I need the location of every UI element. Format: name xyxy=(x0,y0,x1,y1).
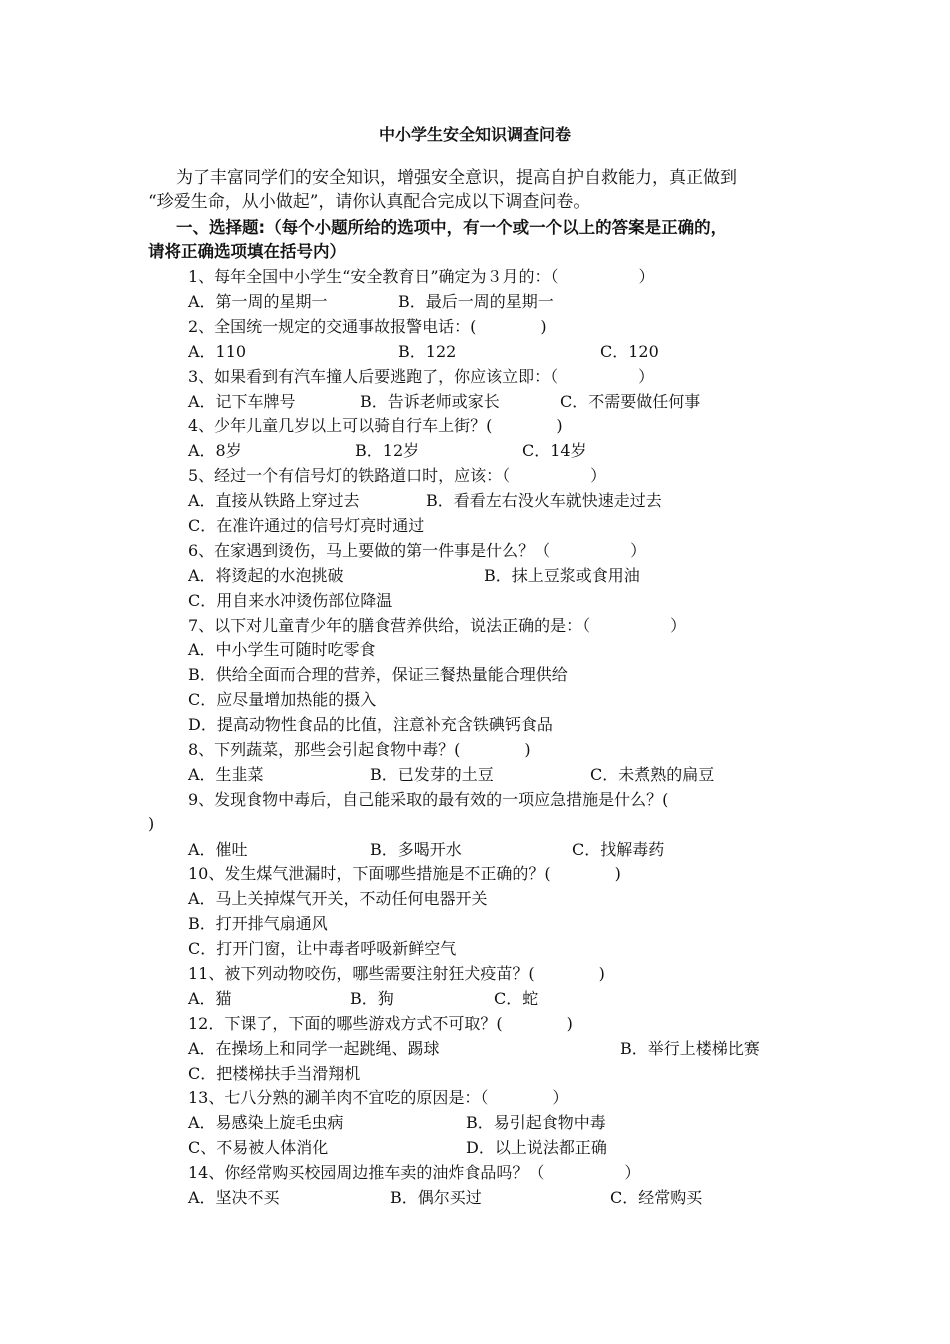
page-title: 中小学生安全知识调查问卷 xyxy=(378,125,571,144)
q7-option-b: B．供给全面而合理的营养，保证三餐热量能合理供给 xyxy=(188,665,568,684)
section-heading-line-2: 请将正确选项填在括号内） xyxy=(148,242,346,261)
q2-option-b: B．122 xyxy=(398,342,457,361)
question-1: 1、每年全国中小学生“安全教育日”确定为３月的：（ ） xyxy=(188,267,655,286)
q7-option-a: A．中小学生可随时吃零食 xyxy=(188,640,376,659)
q6-option-b: B．抹上豆浆或食用油 xyxy=(484,566,640,585)
q12-option-b: B．举行上楼梯比赛 xyxy=(620,1039,760,1058)
q11-option-b: B．狗 xyxy=(350,989,394,1008)
intro-line-2: “珍爱生命，从小做起”，请你认真配合完成以下调查问卷。 xyxy=(148,192,591,212)
q12-option-c: C．把楼梯扶手当滑翔机 xyxy=(188,1064,361,1083)
q10-option-a: A．马上关掉煤气开关，不动任何电器开关 xyxy=(188,889,488,908)
q11-option-a: A．猫 xyxy=(188,989,232,1008)
question-7: 7、以下对儿童青少年的膳食营养供给，说法正确的是：（ ） xyxy=(188,616,687,635)
question-3: 3、如果看到有汽车撞人后要逃跑了，你应该立即：（ ） xyxy=(188,367,655,386)
question-9: 9、发现食物中毒后，自己能采取的最有效的一项应急措施是什么？( xyxy=(188,790,669,809)
question-14: 14、你经常购买校园周边推车卖的油炸食品吗？（ ） xyxy=(188,1163,641,1182)
q4-option-a: A．8岁 xyxy=(188,441,242,460)
q11-option-c: C．蛇 xyxy=(494,989,539,1008)
q8-option-a: A．生韭菜 xyxy=(188,765,264,784)
question-13: 13、七八分熟的涮羊肉不宜吃的原因是：（ ） xyxy=(188,1088,569,1107)
q2-option-c: C．120 xyxy=(600,342,659,361)
question-2: 2、全国统一规定的交通事故报警电话：( ) xyxy=(188,317,547,336)
q13-option-d: D．以上说法都正确 xyxy=(466,1138,607,1157)
question-12: 12．下课了，下面的哪些游戏方式不可取？( ) xyxy=(188,1014,573,1033)
q14-option-c: C．经常购买 xyxy=(610,1188,703,1207)
q9-option-a: A．催吐 xyxy=(188,840,248,859)
q1-option-a: A．第一周的星期一 xyxy=(188,292,328,311)
q13-option-a: A．易感染上旋毛虫病 xyxy=(188,1113,344,1132)
question-9-continued: ) xyxy=(148,814,155,833)
q10-option-b: B．打开排气扇通风 xyxy=(188,914,328,933)
q7-option-c: C．应尽量增加热能的摄入 xyxy=(188,690,377,709)
q6-option-a: A．将烫起的水泡挑破 xyxy=(188,566,344,585)
q5-option-a: A．直接从铁路上穿过去 xyxy=(188,491,360,510)
q13-option-c: C、不易被人体消化 xyxy=(188,1138,329,1157)
q3-option-a: A．记下车牌号 xyxy=(188,392,296,411)
q2-option-a: A．110 xyxy=(188,342,247,361)
q13-option-b: B．易引起食物中毒 xyxy=(466,1113,606,1132)
q14-option-b: B．偶尔买过 xyxy=(390,1188,482,1207)
question-4: 4、少年儿童几岁以上可以骑自行车上街？( ) xyxy=(188,416,563,435)
q10-option-c: C．打开门窗，让中毒者呼吸新鲜空气 xyxy=(188,939,457,958)
q3-option-b: B．告诉老师或家长 xyxy=(360,392,500,411)
question-8: 8、下列蔬菜，那些会引起食物中毒？( ) xyxy=(188,740,531,759)
q12-option-a: A．在操场上和同学一起跳绳、踢球 xyxy=(188,1039,440,1058)
q3-option-c: C．不需要做任何事 xyxy=(560,392,701,411)
q9-option-c: C．找解毒药 xyxy=(572,840,665,859)
q5-option-c: C．在准许通过的信号灯亮时通过 xyxy=(188,516,425,535)
q4-option-c: C．14岁 xyxy=(522,441,587,460)
question-5: 5、经过一个有信号灯的铁路道口时，应该：（ ） xyxy=(188,466,607,485)
q8-option-c: C．未煮熟的扁豆 xyxy=(590,765,715,784)
q8-option-b: B．已发芽的土豆 xyxy=(370,765,494,784)
question-6: 6、在家遇到烫伤，马上要做的第一件事是什么？（ ） xyxy=(188,541,647,560)
question-10: 10、发生煤气泄漏时，下面哪些措施是不正确的？( ) xyxy=(188,864,621,883)
q4-option-b: B．12岁 xyxy=(355,441,420,460)
q1-option-b: B．最后一周的星期一 xyxy=(398,292,554,311)
q7-option-d: D．提高动物性食品的比值，注意补充含铁碘钙食品 xyxy=(188,715,553,734)
section-heading-line-1: 一、选择题:（每个小题所给的选项中，有一个或一个以上的答案是正确的， xyxy=(176,218,728,237)
q9-option-b: B．多喝开水 xyxy=(370,840,462,859)
q14-option-a: A．坚决不买 xyxy=(188,1188,280,1207)
intro-line-1: 为了丰富同学们的安全知识，增强安全意识，提高自护自救能力，真正做到 xyxy=(176,168,737,188)
q6-option-c: C．用自来水冲烫伤部位降温 xyxy=(188,591,393,610)
question-11: 11、被下列动物咬伤，哪些需要注射狂犬疫苗？( ) xyxy=(188,964,605,983)
q5-option-b: B．看看左右没火车就快速走过去 xyxy=(426,491,662,510)
